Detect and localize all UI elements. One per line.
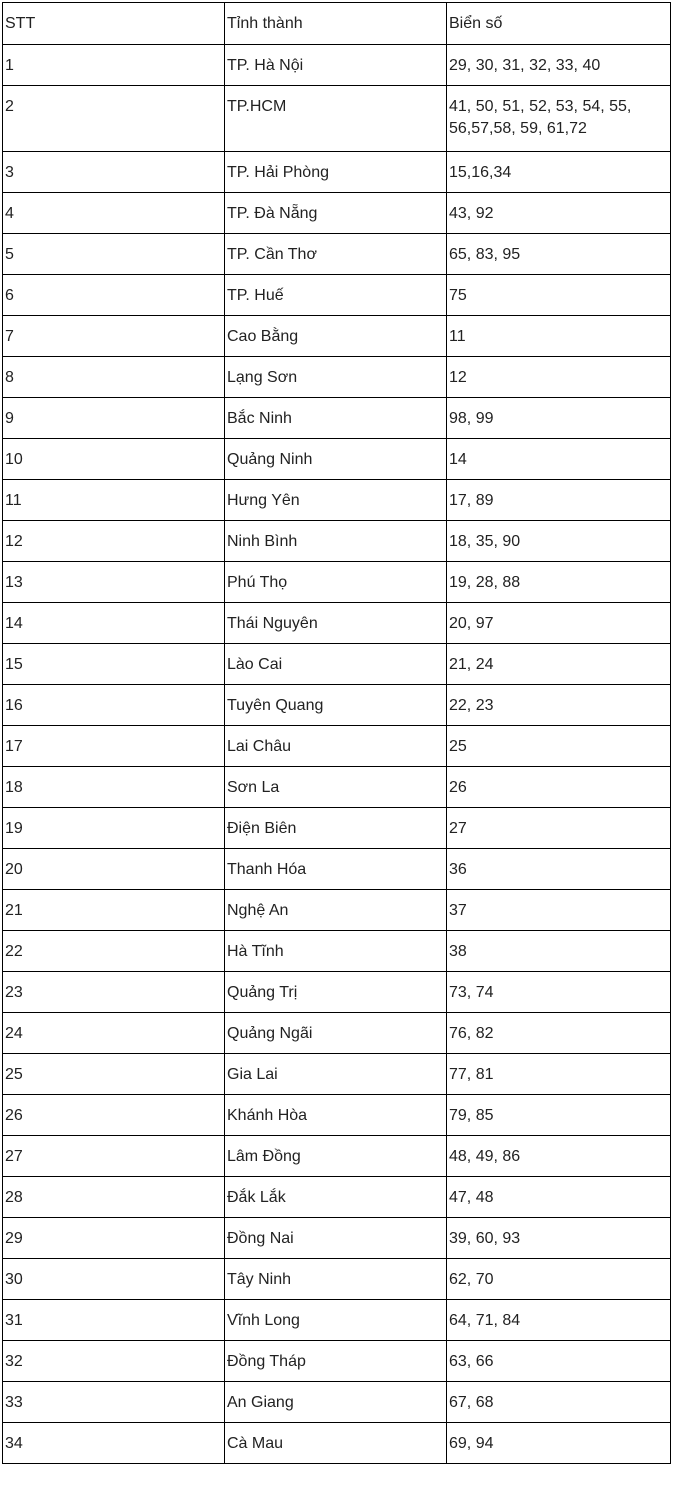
cell-stt: 22 xyxy=(3,931,225,972)
table-body xyxy=(3,45,671,1464)
table-row xyxy=(3,1218,671,1259)
cell-plate-codes: 73, 74 xyxy=(447,972,671,1013)
cell-stt: 31 xyxy=(3,1300,225,1341)
cell-plate-codes: 25 xyxy=(447,726,671,767)
cell-stt: 1 xyxy=(3,45,225,86)
table-header xyxy=(3,3,671,45)
table-row xyxy=(3,603,671,644)
table-row xyxy=(3,275,671,316)
cell-plate-codes: 36 xyxy=(447,849,671,890)
cell-plate-codes: 27 xyxy=(447,808,671,849)
table-row xyxy=(3,316,671,357)
cell-stt: 13 xyxy=(3,562,225,603)
cell-stt: 18 xyxy=(3,767,225,808)
cell-plate-codes: 15,16,34 xyxy=(447,152,671,193)
cell-stt: 6 xyxy=(3,275,225,316)
cell-plate-codes: 18, 35, 90 xyxy=(447,521,671,562)
cell-plate-codes: 26 xyxy=(447,767,671,808)
table-row xyxy=(3,1341,671,1382)
cell-plate-codes: 41, 50, 51, 52, 53, 54, 55, 56,57,58, 59, 61,72 xyxy=(447,86,671,152)
table-row xyxy=(3,398,671,439)
cell-province: Đồng Nai xyxy=(225,1218,447,1259)
table-row xyxy=(3,562,671,603)
cell-province: Cà Mau xyxy=(225,1423,447,1464)
license-plate-table xyxy=(2,2,671,1464)
cell-stt: 34 xyxy=(3,1423,225,1464)
cell-stt: 33 xyxy=(3,1382,225,1423)
cell-stt: 12 xyxy=(3,521,225,562)
cell-plate-codes: 14 xyxy=(447,439,671,480)
cell-plate-codes: 75 xyxy=(447,275,671,316)
cell-province: TP. Huế xyxy=(225,275,447,316)
cell-province: TP. Hải Phòng xyxy=(225,152,447,193)
cell-stt: 10 xyxy=(3,439,225,480)
cell-province: Tây Ninh xyxy=(225,1259,447,1300)
table-row xyxy=(3,808,671,849)
cell-plate-codes: 11 xyxy=(447,316,671,357)
cell-plate-codes: 12 xyxy=(447,357,671,398)
cell-plate-codes: 62, 70 xyxy=(447,1259,671,1300)
table-row xyxy=(3,972,671,1013)
cell-stt: 25 xyxy=(3,1054,225,1095)
cell-province: Đồng Tháp xyxy=(225,1341,447,1382)
table-row xyxy=(3,1177,671,1218)
cell-province: Phú Thọ xyxy=(225,562,447,603)
table-row xyxy=(3,849,671,890)
table-row xyxy=(3,726,671,767)
cell-plate-codes: 76, 82 xyxy=(447,1013,671,1054)
table-row xyxy=(3,1259,671,1300)
header-province: Tỉnh thành xyxy=(225,3,447,45)
header-plate-codes: Biển số xyxy=(447,3,671,45)
cell-stt: 9 xyxy=(3,398,225,439)
cell-plate-codes: 67, 68 xyxy=(447,1382,671,1423)
cell-plate-codes: 21, 24 xyxy=(447,644,671,685)
cell-province: Nghệ An xyxy=(225,890,447,931)
table-row xyxy=(3,1013,671,1054)
cell-province: TP. Hà Nội xyxy=(225,45,447,86)
cell-province: Thái Nguyên xyxy=(225,603,447,644)
cell-plate-codes: 79, 85 xyxy=(447,1095,671,1136)
table-row xyxy=(3,890,671,931)
table-row xyxy=(3,685,671,726)
cell-stt: 27 xyxy=(3,1136,225,1177)
cell-stt: 5 xyxy=(3,234,225,275)
cell-stt: 30 xyxy=(3,1259,225,1300)
cell-plate-codes: 48, 49, 86 xyxy=(447,1136,671,1177)
table-row xyxy=(3,1136,671,1177)
table-row xyxy=(3,1382,671,1423)
cell-stt: 16 xyxy=(3,685,225,726)
cell-province: Lâm Đồng xyxy=(225,1136,447,1177)
cell-stt: 8 xyxy=(3,357,225,398)
table-row xyxy=(3,644,671,685)
header-row xyxy=(3,3,671,45)
table-row xyxy=(3,1054,671,1095)
cell-province: Thanh Hóa xyxy=(225,849,447,890)
cell-province: Quảng Trị xyxy=(225,972,447,1013)
cell-plate-codes: 69, 94 xyxy=(447,1423,671,1464)
cell-plate-codes: 77, 81 xyxy=(447,1054,671,1095)
table-row xyxy=(3,1423,671,1464)
cell-stt: 19 xyxy=(3,808,225,849)
cell-plate-codes: 47, 48 xyxy=(447,1177,671,1218)
cell-stt: 20 xyxy=(3,849,225,890)
cell-stt: 26 xyxy=(3,1095,225,1136)
table-row xyxy=(3,152,671,193)
cell-stt: 3 xyxy=(3,152,225,193)
cell-plate-codes: 39, 60, 93 xyxy=(447,1218,671,1259)
cell-stt: 24 xyxy=(3,1013,225,1054)
cell-stt: 4 xyxy=(3,193,225,234)
cell-plate-codes: 37 xyxy=(447,890,671,931)
cell-province: Lạng Sơn xyxy=(225,357,447,398)
table-row xyxy=(3,931,671,972)
cell-province: Vĩnh Long xyxy=(225,1300,447,1341)
cell-province: Hà Tĩnh xyxy=(225,931,447,972)
cell-stt: 2 xyxy=(3,86,225,152)
cell-plate-codes: 98, 99 xyxy=(447,398,671,439)
cell-plate-codes: 17, 89 xyxy=(447,480,671,521)
cell-plate-codes: 19, 28, 88 xyxy=(447,562,671,603)
table-row xyxy=(3,1300,671,1341)
cell-stt: 28 xyxy=(3,1177,225,1218)
cell-plate-codes: 38 xyxy=(447,931,671,972)
cell-province: TP. Đà Nẵng xyxy=(225,193,447,234)
cell-province: Quảng Ninh xyxy=(225,439,447,480)
cell-stt: 21 xyxy=(3,890,225,931)
cell-plate-codes: 65, 83, 95 xyxy=(447,234,671,275)
cell-province: Tuyên Quang xyxy=(225,685,447,726)
cell-province: TP.HCM xyxy=(225,86,447,152)
cell-stt: 29 xyxy=(3,1218,225,1259)
table-row xyxy=(3,767,671,808)
table-row xyxy=(3,480,671,521)
cell-province: Hưng Yên xyxy=(225,480,447,521)
cell-province: Quảng Ngãi xyxy=(225,1013,447,1054)
cell-plate-codes: 22, 23 xyxy=(447,685,671,726)
cell-plate-codes: 20, 97 xyxy=(447,603,671,644)
cell-province: Điện Biên xyxy=(225,808,447,849)
table-row xyxy=(3,357,671,398)
cell-plate-codes: 64, 71, 84 xyxy=(447,1300,671,1341)
cell-province: TP. Cần Thơ xyxy=(225,234,447,275)
header-stt: STT xyxy=(3,3,225,45)
cell-plate-codes: 43, 92 xyxy=(447,193,671,234)
table-row xyxy=(3,45,671,86)
cell-stt: 15 xyxy=(3,644,225,685)
cell-stt: 14 xyxy=(3,603,225,644)
cell-province: Đắk Lắk xyxy=(225,1177,447,1218)
cell-stt: 17 xyxy=(3,726,225,767)
table-row xyxy=(3,86,671,152)
cell-province: Gia Lai xyxy=(225,1054,447,1095)
table-row xyxy=(3,193,671,234)
cell-stt: 7 xyxy=(3,316,225,357)
cell-province: An Giang xyxy=(225,1382,447,1423)
cell-province: Lào Cai xyxy=(225,644,447,685)
cell-province: Ninh Bình xyxy=(225,521,447,562)
table-row xyxy=(3,521,671,562)
cell-province: Sơn La xyxy=(225,767,447,808)
table-row xyxy=(3,1095,671,1136)
cell-stt: 32 xyxy=(3,1341,225,1382)
cell-plate-codes: 63, 66 xyxy=(447,1341,671,1382)
cell-stt: 11 xyxy=(3,480,225,521)
cell-province: Lai Châu xyxy=(225,726,447,767)
cell-stt: 23 xyxy=(3,972,225,1013)
table-row xyxy=(3,234,671,275)
cell-plate-codes: 29, 30, 31, 32, 33, 40 xyxy=(447,45,671,86)
cell-province: Bắc Ninh xyxy=(225,398,447,439)
cell-province: Khánh Hòa xyxy=(225,1095,447,1136)
cell-province: Cao Bằng xyxy=(225,316,447,357)
table-row xyxy=(3,439,671,480)
